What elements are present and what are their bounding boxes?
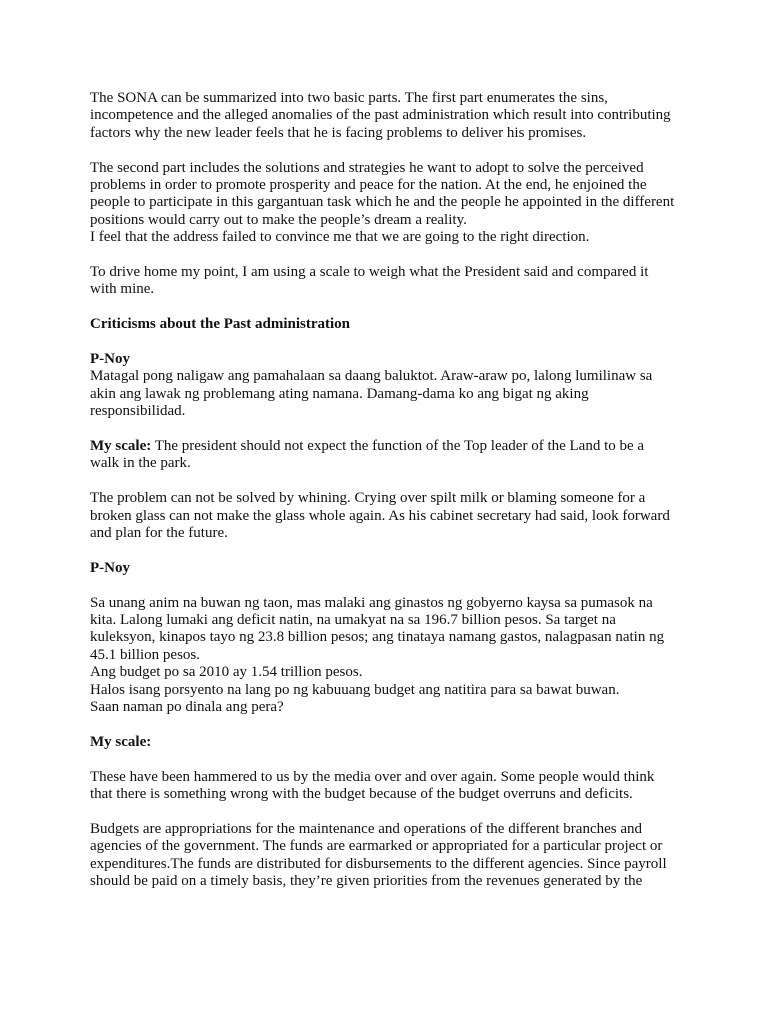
text-line: incompetence and the alleged anomalies of the past administration which result into contributing xyxy=(90,107,671,124)
text-line: factors why the new leader feels that he is facing problems to deliver his promises. xyxy=(90,124,587,141)
text-line: Matagal pong naligaw ang pamahalaan sa daang baluktot. Araw-araw po, lalong lumilinaw sa xyxy=(90,368,653,385)
text-line xyxy=(90,438,690,455)
text-line: people to participate in this gargantuan task which he and the people he appointed in the different xyxy=(90,194,675,211)
paragraph-spacer xyxy=(90,542,690,559)
text-line: Ang budget po sa 2010 ay 1.54 trillion pesos. xyxy=(90,664,363,681)
paragraph-spacer xyxy=(90,804,690,821)
text-line: Budgets are appropriations for the maintenance and operations of the different branches and xyxy=(90,820,643,837)
my-scale-heading: My scale: xyxy=(90,733,152,750)
paragraph-budgets xyxy=(90,821,690,891)
quote-pnoy-first xyxy=(90,368,690,420)
text-line: kuleksyon, kinapos tayo ng 23.8 billion pesos; ang tinataya namang gastos, nalagpasan natin ng xyxy=(90,629,665,646)
text-line: The SONA can be summarized into two basic parts. The first part enumerates the sins, xyxy=(90,90,608,106)
text-line: The problem can not be solved by whining. Crying over spilt milk or blaming someone for a xyxy=(90,490,646,507)
paragraph-spacer xyxy=(90,717,690,734)
text-line: should be paid on a timely basis, they’re given priorities from the revenues generated by the xyxy=(90,873,643,890)
text-line: positions would carry out to make the people’s dream a reality. xyxy=(90,211,467,228)
document-body xyxy=(90,90,690,891)
text-line: problems in order to promote prosperity and peace for the nation. At the end, he enjoined the xyxy=(90,177,647,194)
my-scale-label: My scale: xyxy=(90,438,152,455)
text-line: The second part includes the solutions and strategies he want to adopt to solve the perceived xyxy=(90,159,644,176)
paragraph-second-part xyxy=(90,160,690,247)
speaker-label: P-Noy xyxy=(90,559,130,576)
paragraph-spacer xyxy=(90,421,690,438)
text-line: broken glass can not make the glass whole again. As his cabinet secretary had said, look forward xyxy=(90,507,670,524)
paragraph-spacer xyxy=(90,473,690,490)
paragraph-whining xyxy=(90,490,690,542)
text-line: Saan naman po dinala ang pera? xyxy=(90,699,284,716)
text-line: To drive home my point, I am using a scale to weigh what the President said and compared it xyxy=(90,264,649,281)
text-line: and plan for the future. xyxy=(90,525,228,542)
text-line: Sa unang anim na buwan ng taon, mas malaki ang ginastos ng gobyerno kaysa sa pumasok na xyxy=(90,594,653,611)
paragraph-spacer xyxy=(90,751,690,768)
text-line: akin ang lawak ng problemang ating namana. Damang-dama ko ang bigat ng aking xyxy=(90,385,589,402)
paragraph-drive-home xyxy=(90,264,690,299)
section-heading: Criticisms about the Past administration xyxy=(90,316,350,333)
paragraph-my-scale-first xyxy=(90,438,690,473)
text-line: Halos isang porsyento na lang po ng kabuuang budget ang natitira para sa bawat buwan. xyxy=(90,681,620,698)
paragraph-spacer xyxy=(90,247,690,264)
text-line: These have been hammered to us by the media over and over again. Some people would think xyxy=(90,768,655,785)
paragraph-media xyxy=(90,769,690,804)
text-line: with mine. xyxy=(90,281,155,298)
text-line: responsibilidad. xyxy=(90,403,186,420)
text-line: I feel that the address failed to convince me that we are going to the right direction. xyxy=(90,229,590,246)
text-line: 45.1 billion pesos. xyxy=(90,646,201,663)
text-line: walk in the park. xyxy=(90,455,191,472)
paragraph-spacer xyxy=(90,577,690,594)
text-line: expenditures.The funds are distributed for disbursements to the different agencies. Since payroll xyxy=(90,855,667,872)
speaker-label: P-Noy xyxy=(90,351,130,368)
text-line: that there is something wrong with the budget because of the budget overruns and deficits. xyxy=(90,786,633,803)
text-line: kita. Lalong lumaki ang deficit natin, na umakyat na sa 196.7 billion pesos. Sa target na xyxy=(90,612,616,629)
paragraph-sona-summary xyxy=(90,90,690,142)
paragraph-spacer xyxy=(90,142,690,159)
quote-pnoy-second xyxy=(90,595,690,717)
paragraph-spacer xyxy=(90,334,690,351)
text-line: agencies of the government. The funds are earmarked or appropriated for a particular project or xyxy=(90,838,663,855)
paragraph-spacer xyxy=(90,299,690,316)
my-scale-text: The president should not expect the function of the Top leader of the Land to be a xyxy=(151,438,645,455)
